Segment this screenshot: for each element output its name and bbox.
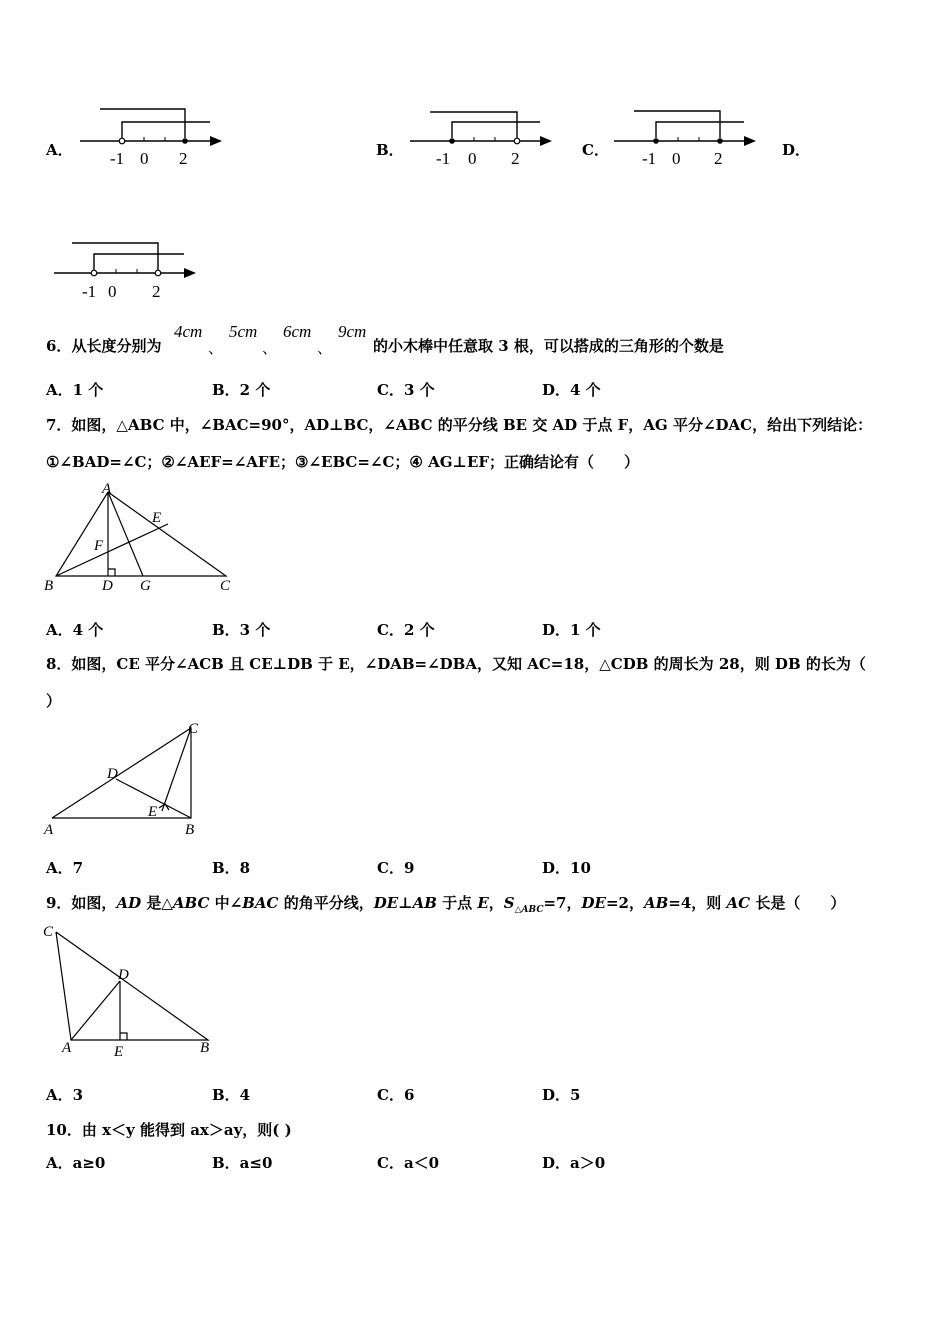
q8-triangle-figure	[40, 718, 220, 840]
q9-option-b: B．4	[212, 1086, 251, 1104]
point-label: D	[107, 766, 118, 782]
q9-math: AC	[726, 894, 751, 912]
q10-option-b: B．a≤0	[212, 1154, 273, 1172]
q5-option-c-label: C．	[582, 141, 609, 159]
q5-option-a-label: A．	[46, 141, 73, 159]
q9-text: =2，	[605, 894, 644, 912]
point-label: C	[188, 721, 199, 737]
q10-option-a: A．a≥0	[46, 1154, 106, 1172]
q9-text: ，	[488, 894, 504, 912]
point-label: E	[114, 1044, 124, 1060]
q6-length-3: 6cm	[283, 322, 312, 341]
q9-math: S	[503, 894, 515, 912]
tick-label: 2	[152, 282, 161, 301]
q9-math: ABC	[172, 894, 210, 912]
point-label: F	[94, 538, 104, 554]
point-label: G	[140, 578, 151, 594]
q8-option-d: D．10	[542, 859, 591, 877]
q9-triangle-figure	[36, 920, 220, 1060]
q9-text: 9．如图，	[46, 894, 117, 912]
q9-option-c: C．6	[377, 1086, 415, 1104]
q6-prefix: 从长度分别为	[71, 337, 162, 355]
q8-stem-line1: 8．如图，CE 平分∠ACB 且 CE⊥DB 于 E，∠DAB=∠DBA，又知 AC=18，△CDB 的周长为 28，则 DB 的长为（	[46, 655, 866, 673]
q9-option-d: D．5	[542, 1086, 581, 1104]
q9-stem	[46, 893, 845, 920]
point-label: D	[118, 967, 129, 983]
q5-option-c-numberline	[604, 104, 764, 170]
q5-option-a-numberline	[70, 104, 230, 170]
tick-label: 2	[179, 149, 188, 168]
q6-option-d: D．4 个	[542, 381, 601, 399]
q9-math: AB	[643, 894, 669, 912]
q9-text: =7，	[543, 894, 582, 912]
tick-label: -1	[82, 282, 97, 301]
point-label: B	[44, 578, 54, 594]
point-label: C	[43, 924, 54, 940]
q7-stem-line2: ①∠BAD=∠C；②∠AEF=∠AFE；③∠EBC=∠C；④ AG⊥EF；正确结论有（ ）	[46, 453, 640, 471]
q6-length-2: 5cm	[229, 322, 258, 341]
q6-stem	[46, 336, 161, 356]
q8-option-b: B．8	[212, 859, 251, 877]
point-label: A	[102, 481, 112, 497]
point-label: A	[62, 1040, 72, 1056]
q10-option-c: C．a＜0	[377, 1154, 440, 1172]
q5-option-b-numberline	[400, 104, 560, 170]
q6-sep: 、	[208, 339, 224, 357]
q6-suffix: 的小木棒中任意取 3 根，可以搭成的三角形的个数是	[373, 337, 724, 355]
tick-label: -1	[642, 149, 657, 168]
q9-text: 的角平分线，	[278, 894, 374, 912]
q9-math: AB	[412, 894, 437, 912]
q8-option-a: A．7	[46, 859, 84, 877]
point-label: B	[185, 822, 195, 838]
q9-math: DE	[373, 894, 399, 912]
point-label: E	[152, 510, 162, 526]
q6-option-b: B．2 个	[212, 381, 271, 399]
q9-text: 是△	[141, 894, 173, 912]
q8-stem-line2: ）	[46, 692, 62, 710]
q5-option-d-numberline	[44, 236, 204, 302]
q9-math: AD	[116, 894, 142, 912]
point-label: A	[44, 822, 54, 838]
q7-option-d: D．1 个	[542, 621, 601, 639]
tick-label: -1	[436, 149, 451, 168]
q7-stem-line1: 7．如图，△ABC 中，∠BAC=90°，AD⊥BC，∠ABC 的平分线 BE 交 AD 于点 F，AG 平分∠DAC，给出下列结论：	[46, 416, 873, 434]
q10-option-d: D．a＞0	[542, 1154, 606, 1172]
q9-math: BAC	[242, 894, 279, 912]
tick-label: 0	[140, 149, 149, 168]
point-label: C	[220, 578, 231, 594]
tick-label: 0	[672, 149, 681, 168]
q5-option-d-label: D．	[782, 141, 811, 159]
q7-option-c: C．2 个	[377, 621, 435, 639]
q6-sep: 、	[317, 339, 333, 357]
point-label: B	[200, 1040, 210, 1056]
q6-sep: 、	[262, 339, 278, 357]
tick-label: 0	[468, 149, 477, 168]
tick-label: 2	[511, 149, 520, 168]
q9-text: 于点	[436, 894, 478, 912]
q8-option-c: C．9	[377, 859, 415, 877]
q6-option-c: C．3 个	[377, 381, 435, 399]
point-label: E	[148, 804, 158, 820]
q9-text: 中∠	[209, 894, 243, 912]
q9-option-a: A．3	[46, 1086, 84, 1104]
q9-subscript: △ABC	[514, 905, 544, 915]
q7-triangle-figure	[40, 480, 240, 596]
q9-text: 长是（ ）	[750, 894, 846, 912]
q7-option-a: A．4 个	[46, 621, 104, 639]
point-label: D	[102, 578, 113, 594]
q9-math: E	[477, 894, 489, 912]
tick-label: -1	[110, 149, 125, 168]
q6-number: 6．	[46, 337, 72, 355]
tick-label: 2	[714, 149, 723, 168]
q6-length-1: 4cm	[174, 322, 203, 341]
q6-length-4: 9cm	[338, 322, 367, 341]
tick-label: 0	[108, 282, 117, 301]
q9-math: DE	[581, 894, 606, 912]
q5-option-b-label: B．	[376, 141, 404, 159]
q6-option-a: A．1 个	[46, 381, 104, 399]
q10-stem: 10．由 x＜y 能得到 ax＞ay，则( )	[46, 1121, 292, 1139]
q7-option-b: B．3 个	[212, 621, 271, 639]
q9-text: ⊥	[398, 894, 413, 912]
q9-text: =4，则	[668, 894, 727, 912]
